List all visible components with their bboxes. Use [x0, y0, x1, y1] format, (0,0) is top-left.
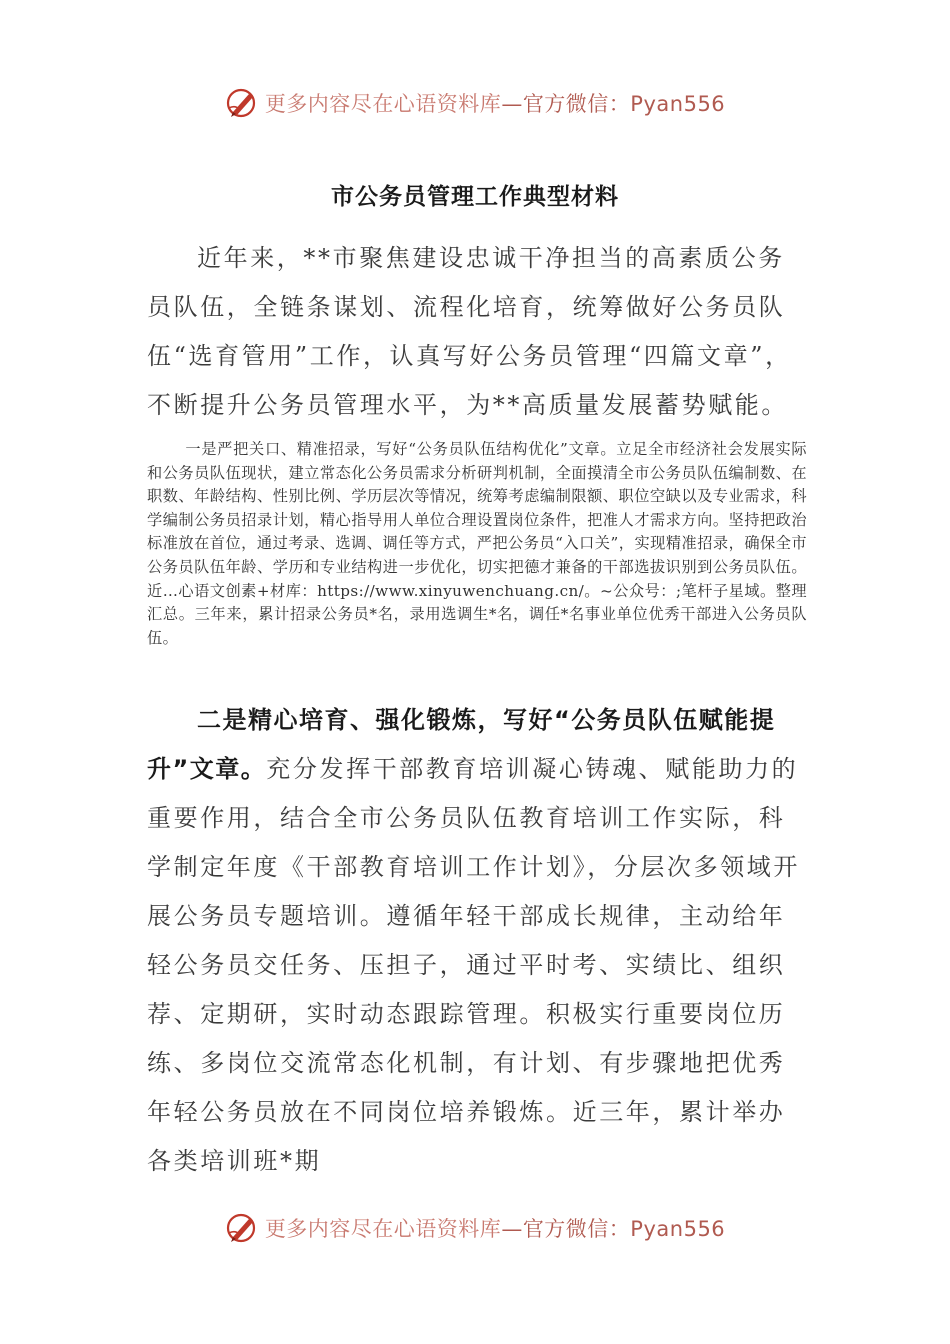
document-title: 市公务员管理工作典型材料 [331, 184, 619, 210]
banner-content [225, 1211, 725, 1245]
banner-content [225, 86, 725, 120]
paragraph-training-lead: 二是精心培育、强化锻炼，写好“公务员队伍赋能提升”文章。 [147, 706, 776, 783]
banner-text [265, 1213, 725, 1243]
intro-paragraph [147, 234, 807, 430]
banner-text-wechat: —官方微信：Pyan556 [501, 92, 726, 116]
footer-watermark-banner [0, 1208, 950, 1248]
paragraph-training [147, 696, 807, 1186]
intro-text: 近年来，**市聚焦建设忠诚干净担当的高素质公务员队伍，全链条谋划、流程化培育，统筹做好公务员队伍“选育管用”工作，认真写好公务员管理“四篇文章”，不断提升公务员管理水平，为**高质量发展蓄势赋能。 [147, 244, 792, 419]
banner-text-wechat: —官方微信：Pyan556 [501, 1217, 726, 1241]
banner-text-main: 更多内容尽在心语资料库 [264, 1217, 502, 1241]
pen-logo-icon [225, 86, 259, 120]
paragraph-recruitment [147, 438, 807, 650]
banner-text [265, 88, 725, 118]
header-watermark-banner [0, 83, 950, 123]
pen-logo-icon [225, 1211, 259, 1245]
paragraph-training-body: 充分发挥干部教育培训凝心铸魂、赋能助力的重要作用，结合全市公务员队伍教育培训工作实际，科学制定年度《干部教育培训工作计划》，分层次多领域开展公务员专题培训。遵循年轻干部成长规律，主动给年轻公务员交任务、压担子，通过平时考、实绩比、组织荐、定期研，实时动态跟踪管理。积极实行重要岗位历练、多岗位交流常态化机制，有计划、有步骤地把优秀年轻公务员放在不同岗位培养锻炼。近三年，累计举办各类培训班*期 [147, 755, 800, 1175]
banner-text-main: 更多内容尽在心语资料库 [264, 92, 502, 116]
paragraph-recruitment-text: 一是严把关口、精准招录，写好“公务员队伍结构优化”文章。立足全市经济社会发展实际和公务员队伍现状，建立常态化公务员需求分析研判机制，全面摸清全市公务员队伍编制数、在职数、年龄结构、性别比例、学历层次等情况，统筹考虑编制限额、职位空缺以及专业需求，科学编制公务员招录计划，精心指导用人单位合理设置岗位条件，把准人才需求方向。坚持把政治标准放在首位，通过考录、选调、调任等方式，严把公务员“入口关”，实现精准招录，确保全市公务员队伍年龄、学历和专业结构进一步优化，切实把德才兼备的干部选拔识别到公务员队伍。近…心语文创素+材库：https://www.xinyuwenchuang.cn/。~公众号：;笔杆子星域。整理汇总。三年来，累计招录公务员*名，录用选调生*名，调任*名事业单位优秀干部进入公务员队伍。 [147, 440, 807, 647]
